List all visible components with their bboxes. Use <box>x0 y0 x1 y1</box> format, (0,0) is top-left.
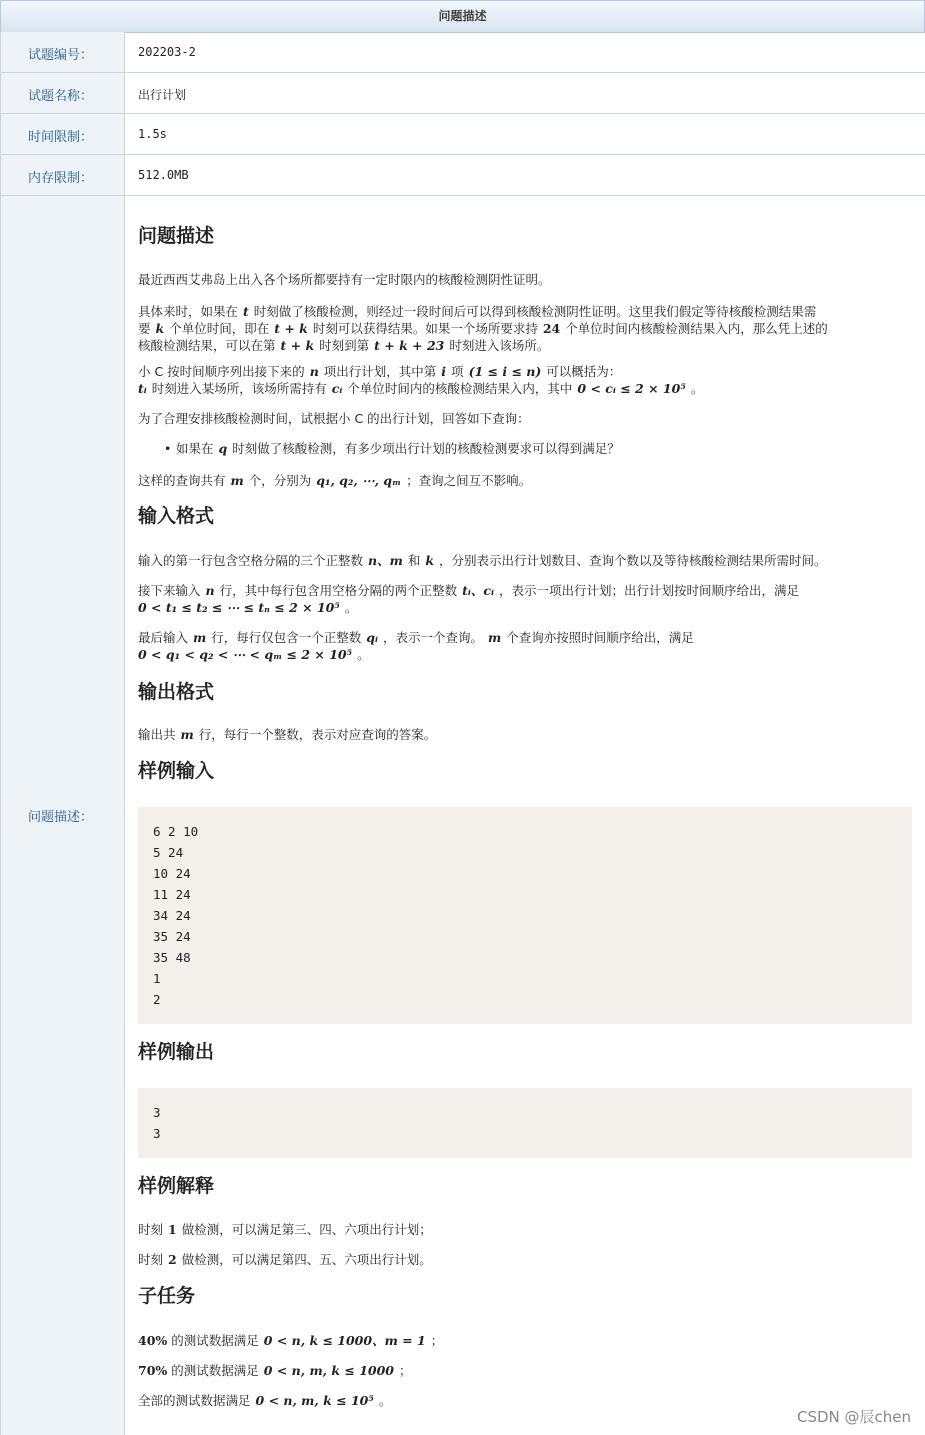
para-explain-2: 时刻 2 做检测，可以满足第四、五、六项出行计划。 <box>138 1252 432 1267</box>
code-line: 34 24 <box>153 908 191 923</box>
subtask-1: 40% 的测试数据满足 0 < n, k ≤ 1000、m = 1 ； <box>138 1333 444 1348</box>
para-input-3: 最后输入 m 行，每行仅包含一个正整数 qᵢ ，表示一个查询。 m 个查询亦按照时间顺序给出，满足 0 < q₁ < q₂ < ⋯ < qₘ ≤ 2 × 10⁵ 。 <box>138 630 694 662</box>
heading-input: 输入格式 <box>138 505 215 527</box>
name-value: 出行计划 <box>138 88 187 102</box>
subtask-3: 全部的测试数据满足 0 < n, m, k ≤ 10⁵ 。 <box>138 1393 392 1408</box>
heading-problem: 问题描述 <box>138 225 215 247</box>
name-label: 试题名称： <box>28 89 94 104</box>
subtask-2: 70% 的测试数据满足 0 < n, m, k ≤ 1000 ； <box>138 1363 412 1378</box>
code-line: 35 48 <box>153 950 191 965</box>
sample-output-block <box>138 1088 912 1158</box>
para-input-2: 接下来输入 n 行，其中每行包含用空格分隔的两个正整数 tᵢ、cᵢ ，表示一项出行计划；出行计划按时间顺序给出，满足 0 < t₁ ≤ t₂ ≤ ⋯ ≤ tₙ ≤ 2 × 10⁵ 。 <box>138 583 800 615</box>
mem-value: 512.0MB <box>138 168 189 182</box>
code-line: 1 <box>153 971 161 986</box>
time-value: 1.5s <box>138 127 167 141</box>
code-line: 35 24 <box>153 929 191 944</box>
heading-explain: 样例解释 <box>138 1175 215 1197</box>
heading-sample-input: 样例输入 <box>138 760 215 782</box>
para-intro: 最近西西艾弗岛上出入各个场所都要持有一定时限内的核酸检测阴性证明。 <box>138 272 551 287</box>
para-query-count: 这样的查询共有 m 个，分别为 q₁, q₂, ⋯, qₘ ；查询之间互不影响。 <box>138 473 532 488</box>
mem-label: 内存限制： <box>28 171 94 186</box>
code-line: 2 <box>153 992 161 1007</box>
heading-sample-output: 样例输出 <box>138 1041 215 1063</box>
id-value: 202203-2 <box>138 45 196 59</box>
para-input-1: 输入的第一行包含空格分隔的三个正整数 n、m 和 k ，分别表示出行计划数目、查询个数以及等待核酸检测结果所需时间。 <box>138 553 827 568</box>
desc-label: 问题描述： <box>28 810 94 825</box>
header-title: 问题描述 <box>438 9 487 23</box>
code-line: 3 <box>153 1126 161 1141</box>
row-problem-name <box>0 73 925 114</box>
time-label: 时间限制： <box>28 130 94 145</box>
heading-subtasks: 子任务 <box>138 1285 196 1307</box>
row-problem-id <box>0 32 925 73</box>
para-explain-1: 时刻 1 做检测，可以满足第三、四、六项出行计划； <box>138 1222 432 1237</box>
heading-output: 输出格式 <box>138 681 215 703</box>
id-label: 试题编号： <box>28 48 94 63</box>
code-line: 11 24 <box>153 887 191 902</box>
code-line: 6 2 10 <box>153 824 199 839</box>
code-line: 5 24 <box>153 845 184 860</box>
page-header <box>0 0 925 33</box>
para-plans: 小 C 按时间顺序列出接下来的 n 项出行计划，其中第 i 项 (1 ≤ i ≤ n) 可以概括为： tᵢ 时刻进入某场所，该场所需持有 cᵢ 个单位时间内的核酸检测结果入内，其中 0 < cᵢ ≤ 2 × 10⁵ 。 <box>138 364 704 396</box>
para-output: 输出共 m 行，每行一个整数，表示对应查询的答案。 <box>138 727 437 742</box>
row-memory-limit <box>0 155 925 196</box>
code-line: 10 24 <box>153 866 191 881</box>
code-line: 3 <box>153 1105 161 1120</box>
para-detail: 具体来时，如果在 t 时刻做了核酸检测，则经过一段时间后可以得到核酸检测阴性证明。这里我们假定等待核酸检测结果需 要 k 个单位时间，即在 t + k 时刻可以获得结果。如果一个场所要求持 24 个单位时间内核酸检测结果入内，那么凭上述的 核酸检测结果，可以在第 t + k 时刻到第 t + k + 23 时刻进入该场所。 <box>138 304 828 353</box>
sample-input-block <box>138 807 912 1024</box>
watermark: CSDN @辰chen <box>796 1408 911 1426</box>
row-time-limit <box>0 114 925 155</box>
para-queries: 为了合理安排核酸检测时间，试根据小 C 的出行计划，回答如下查询： <box>138 411 530 426</box>
